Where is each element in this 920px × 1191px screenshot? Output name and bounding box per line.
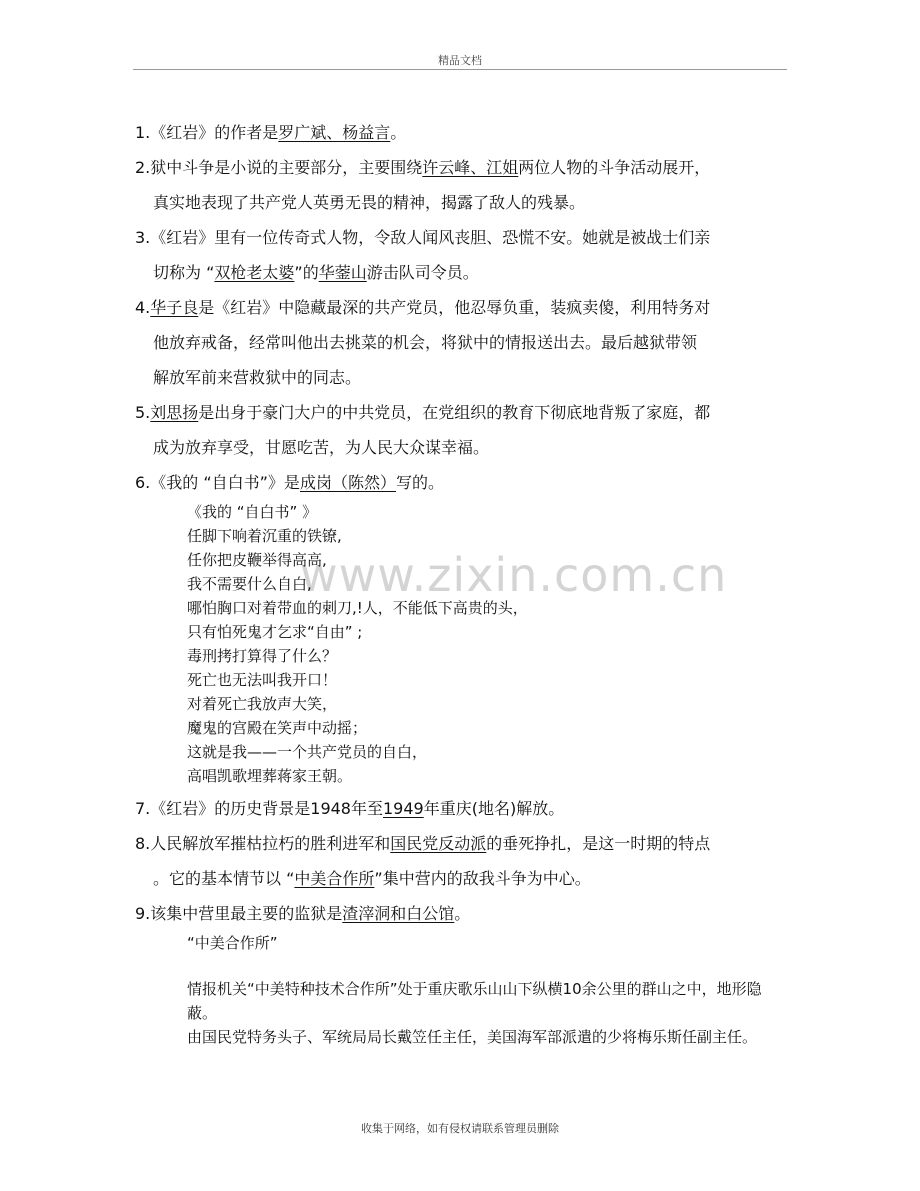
note-paragraph: 由国民党特务头子、军统局局长戴笠任主任，美国海军部派遣的少将梅乐斯任副主任。 [187,1028,758,1046]
question-7 [135,791,785,826]
answer-underlined: 华子良 [150,298,199,317]
question-continuation: 成为放弃享受，甘愿吃苦，为人民大众谋幸福。 [153,438,490,457]
note-title: “中美合作所” [187,934,278,952]
answer-underlined: 罗广斌、杨益言 [278,123,391,142]
poem-line: 我不需要什么自白, [187,575,312,593]
question-continuation: 他放弃戒备，经常叫他出去挑菜的机会，将狱中的情报送出去。最后越狱带领 [153,333,698,352]
question-text: 。 [390,123,407,142]
question-6 [135,465,785,500]
poem-line: 这就是我——一个共产党员的自白， [187,743,428,761]
header-divider [133,69,787,70]
question-text: 。 [454,904,471,923]
question-text: 游击队司令员。 [366,263,479,282]
question-number: 3. [135,228,151,247]
question-text: ”集中营内的敌我斗争为中心。 [374,869,591,888]
question-text: 的垂死挣扎，是这一时期的特点 [486,834,711,853]
answer-underlined: 成岗（陈然） [299,473,396,492]
poem-line: 毒刑拷打算得了什么？ [187,647,338,665]
note-paragraph: 情报机关“中美特种技术合作所”处于重庆歌乐山山下纵横10余公里的群山之中，地形隐蔽。 [187,980,762,1022]
question-number: 4. [135,298,151,317]
page-footer: 收集于网络，如有侵权请联系管理员删除 [361,1122,559,1135]
question-number: 2. [135,158,151,177]
question-number: 8. [135,834,151,853]
poem-line: 死亡也无法叫我开口！ [187,671,338,689]
question-text: 年重庆(地名)解放。 [423,799,565,818]
question-8 [135,826,785,896]
poem-title: 《我的 “自白书” 》 [187,503,318,521]
page-header: 精品文档 [438,54,482,67]
question-5 [135,395,785,465]
answer-underlined: 刘思扬 [150,403,199,422]
document-body [135,115,785,1049]
question-continuation [135,861,785,896]
question-2 [135,150,785,220]
question-number: 7. [135,799,151,818]
answer-underlined: 华蓥山 [318,263,367,282]
poem-line: 高唱凯歌埋葬蒋家王朝。 [187,767,353,785]
poem-line: 哪怕胸口对着带血的刺刀,!人，不能低下高贵的头， [187,599,528,617]
question-text: 是《红岩》中隐藏最深的共产党员，他忍辱负重，装疯卖傻，利用特务对 [198,298,711,317]
poem-line: 魔鬼的宫殿在笑声中动摇； [187,719,368,737]
watermark: www.zixin.com.cn [300,548,728,602]
poem-line: 任你把皮鞭举得高高, [187,551,327,569]
question-text: ”的 [294,263,319,282]
answer-underlined: 许云峰、江姐 [422,158,519,177]
question-text: 是出身于豪门大户的中共党员，在党组织的教育下彻底地背叛了家庭，都 [198,403,711,422]
question-text: 两位人物的斗争活动展开， [518,158,711,177]
question-text: 《红岩》的历史背景是1948年至 [150,799,383,818]
poem-line: 只有怕死鬼才乞求“自由” ; [187,623,363,641]
question-text: 。它的基本情节以 “ [153,869,295,888]
note-spacer [187,955,785,977]
question-text: 切称为 “ [153,263,215,282]
question-continuation: 真实地表现了共产党人英勇无畏的精神，揭露了敌人的残暴。 [153,193,586,212]
question-text: 狱中斗争是小说的主要部分，主要围绕 [150,158,423,177]
question-text: 《我的 “自白书”》是 [150,473,300,492]
question-3 [135,220,785,290]
question-text: 该集中营里最主要的监狱是 [150,904,343,923]
question-number: 6. [135,473,151,492]
answer-underlined: 双枪老太婆 [214,263,295,282]
answer-underlined: 渣滓洞和白公馆 [342,904,455,923]
answer-underlined: 1949 [383,799,424,818]
note-block [187,931,785,1049]
question-4 [135,290,785,395]
question-text: 《红岩》里有一位传奇式人物，令敌人闻风丧胆、恐慌不安。她就是被战士们亲 [150,228,711,247]
question-continuation: 解放军前来营救狱中的同志。 [153,368,362,387]
question-text: 《红岩》的作者是 [150,123,279,142]
poem-line: 对着死亡我放声大笑， [187,695,338,713]
question-continuation [135,255,785,290]
question-text: 写的。 [395,473,444,492]
answer-underlined: 国民党反动派 [390,834,487,853]
poem [187,500,785,788]
question-number: 5. [135,403,151,422]
question-1 [135,115,785,150]
question-text: 人民解放军摧枯拉朽的胜利进军和 [150,834,391,853]
question-number: 9. [135,904,151,923]
answer-underlined: 中美合作所 [294,869,375,888]
poem-line: 任脚下响着沉重的铁镣, [187,527,342,545]
question-number: 1. [135,123,151,142]
question-9 [135,896,785,931]
